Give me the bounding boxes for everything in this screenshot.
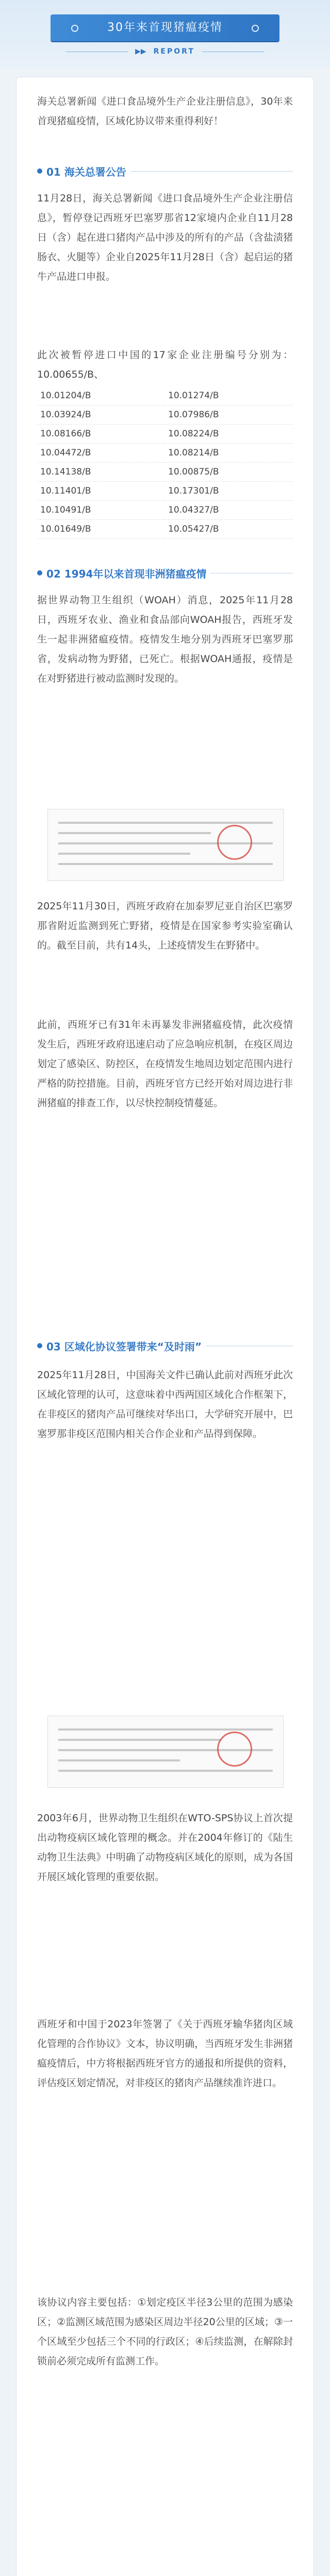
paragraph: 11月28日，海关总署新闻《进口食品境外生产企业注册信息》，暂停登记西班牙巴塞罗那省12家境内企业自11月28日（含）起在进口猪肉产品中涉及的所有的产品（含盐渍猪肠衣、火腿等）企业自2025年11月28日（含）起启运的猪牛产品进口申报。 (37, 193, 293, 282)
code-cell: 10.10491/B (37, 501, 165, 520)
code-cell: 10.05427/B (165, 520, 293, 539)
paragraph: 2025年11月30日，西班牙政府在加泰罗尼亚自治区巴塞罗那省附近监测到死亡野猪，疫情是在国家参考实验室确认的。截至目前，共有14头，上述疫情发生在野猪中。 (37, 901, 293, 951)
table-row (37, 501, 293, 520)
code-cell: 10.04327/B (165, 501, 293, 520)
table-row (37, 425, 293, 444)
code-cell: 10.01204/B (37, 386, 165, 405)
code-cell: 10.08166/B (37, 425, 165, 444)
section-title: 03 区域化协议签署带来“及时雨” (46, 1340, 202, 1353)
document-image (47, 1716, 284, 1788)
section-title: 02 1994年以来首现非洲猪瘟疫情 (46, 567, 207, 580)
code-cell: 10.17301/B (165, 482, 293, 501)
code-cell: 10.03924/B (37, 405, 165, 425)
paragraph: 该协议内容主要包括：①划定疫区半径3公里的范围为感染区；②监测区域范围为感染区周边半径20公里的区域；③一个区域至少包括三个不同的行政区；④后续监测，在解除封锁前必须完成所有监测工作。 (37, 2297, 293, 2367)
stamp-icon (217, 1732, 252, 1767)
header-banner (0, 0, 330, 68)
code-cell: 10.01649/B (37, 520, 165, 539)
code-cell: 10.07986/B (165, 405, 293, 425)
bullet-icon (37, 168, 42, 174)
double-arrow-icon: ▶▶ (135, 47, 146, 56)
paragraph: 此次被暂停进口中国的17家企业注册编号分别为：10.00655/B、 (37, 349, 293, 380)
section-heading (37, 160, 293, 182)
table-row (37, 405, 293, 425)
registration-code-table (37, 386, 293, 539)
section-title: 01 海关总署公告 (46, 165, 126, 178)
divider (130, 171, 293, 172)
article-card (16, 77, 314, 2576)
code-cell: 10.01274/B (165, 386, 293, 405)
code-cell: 10.04472/B (37, 444, 165, 463)
table-row (37, 386, 293, 405)
table-row (37, 444, 293, 463)
section-heading (37, 562, 293, 584)
code-cell: 10.14138/B (37, 463, 165, 482)
subtitle: REPORT (153, 47, 195, 56)
stamp-icon (217, 825, 252, 860)
bullet-icon (37, 570, 42, 575)
table-row (37, 520, 293, 539)
title-box (51, 14, 279, 41)
subtitle-row (0, 44, 330, 59)
code-cell: 10.08214/B (165, 444, 293, 463)
paragraph: 据世界动物卫生组织（WOAH）消息，2025年11月28日，西班牙农业、渔业和食品部向WOAH报告，西班牙发生一起非洲猪瘟疫情。疫情发生地分别为西班牙巴塞罗那省，发病动物为野猪，已死亡。根据WOAH通报，疫情是在对野猪进行被动监测时发现的。 (37, 595, 293, 684)
paragraph: 此前，西班牙已有31年未再暴发非洲猪瘟疫情，此次疫情发生后，西班牙政府迅速启动了应急响应机制，在疫区周边划定了感染区、防控区，在疫情发生地周边划定范围内进行严格的防控措施。目前，西班牙官方已经开始对周边进行非洲猪瘟的排查工作，以尽快控制疫情蔓延。 (37, 1019, 293, 1109)
table-row (37, 463, 293, 482)
document-image (47, 809, 284, 881)
table-row (37, 482, 293, 501)
page-title: 30年来首现猪瘟疫情 (107, 21, 223, 34)
section-heading (37, 1334, 293, 1357)
bullet-icon (37, 1343, 42, 1348)
code-cell: 10.00875/B (165, 463, 293, 482)
code-cell: 10.11401/B (37, 482, 165, 501)
code-cell: 10.08224/B (165, 425, 293, 444)
intro-paragraph: 海关总署新闻《进口食品境外生产企业注册信息》，30年来首现猪瘟疫情，区域化协议带来重得利好！ (37, 96, 293, 127)
paragraph: 2003年6月，世界动物卫生组织在WTO-SPS协议上首次提出动物疫病区域化管理的概念。并在2004年修订的《陆生动物卫生法典》中明确了动物疫病区域化的原则，成为各国开展区域化管理的重要依据。 (37, 1812, 293, 1883)
paragraph: 2025年11月28日，中国海关文件已确认此前对西班牙此次区域化管理的认可，这意味着中西两国区域化合作框架下，在非疫区的猪肉产品可继续对华出口，大学研究开展中，巴塞罗那非疫区范围内相关合作企业和产品得到保障。 (37, 1369, 293, 1439)
paragraph: 西班牙和中国于2023年签署了《关于西班牙输华猪肉区域化管理的合作协议》文本，协议明确，当西班牙发生非洲猪瘟疫情后，中方将根据西班牙官方的通报和所提供的资料，评估疫区划定情况，对非疫区的猪肉产品继续准许进口。 (37, 2019, 293, 2089)
